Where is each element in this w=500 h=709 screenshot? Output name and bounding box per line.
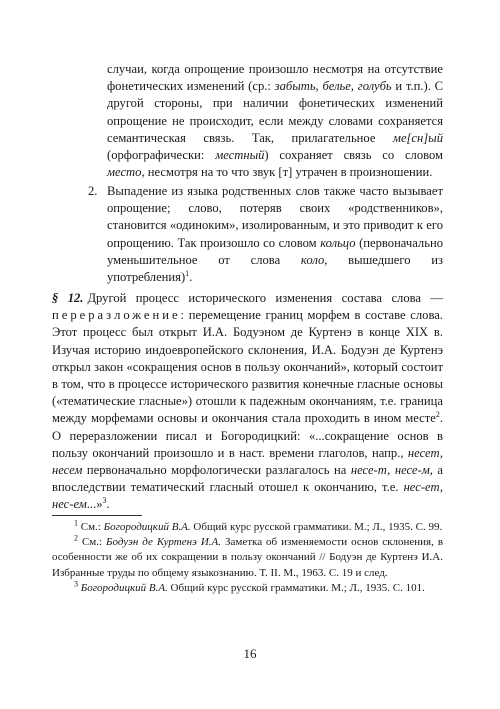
text-run: См.:	[78, 521, 104, 533]
text-run: а впоследствии тематический гласный отошел к окончанию, т.е.	[52, 463, 443, 495]
footnote-3	[52, 581, 443, 596]
text-run: . О переразложении писал и Богородицкий: «...сокращение основ в пользу окончаний произошло и в наст. времени глаголов, напр.,	[52, 411, 443, 460]
italic-run: несет, несем	[52, 445, 443, 478]
text-run: первоначально морфологически разлагалось на	[82, 463, 351, 478]
list-item-2	[88, 183, 443, 286]
text-run: .	[106, 497, 110, 512]
text-run: несмотря на то что звук [т] утрачен в произношении.	[144, 165, 433, 180]
text-run: вышедшего из употребления)	[107, 252, 443, 285]
footnote-ref-1[interactable]: 1	[185, 268, 190, 278]
text-run: Общий курс русской грамматики. М.; Л., 1935. С. 99.	[190, 521, 443, 533]
footnote-number: 1	[74, 518, 78, 528]
footnote-ref-2[interactable]: 2	[435, 410, 440, 420]
footnote-divider	[52, 515, 142, 516]
text-run: и т.п.). С другой стороны, при наличии фонетических изменений опрощение не происходит, если между словами сохраняется семантическая связь. Так, прилагательное	[107, 79, 444, 145]
text-run: : перемещение границ морфем в составе слова. Этот процесс был открыт И.А. Бодуэном де Куртенэ в конце XIX в. Изучая историю индоевропейского склонения, И.А. Бодуэн де Куртенэ открыл закон «сокращения основ в пользу окончаний», который состоит в том, что в процессе исторического развития конечные гласные основы («тематические гласные») отошли к падежным окончаниям, т.е. граница между морфемами основы и окончания стала проходить в ином месте	[52, 308, 443, 426]
spaced-term: переразложение	[52, 308, 181, 323]
text-run: Общий курс русской грамматики. М.; Л., 1935. С. 101.	[167, 581, 425, 594]
footnotes	[52, 520, 443, 596]
page-number: 16	[243, 646, 257, 661]
list-number: 2.	[88, 184, 98, 198]
italic-run: ме[сн]ый	[392, 130, 443, 145]
list-item-text	[107, 183, 443, 286]
text-run: Заметка об изменяемости основ склонения, в особенности же об их сокращении в пользу окончаний // Бодуэн де Куртенэ И.А. Избранные труды по общему языкознанию. Т. II. М., 1963. С. 19 и след.	[52, 536, 444, 579]
section-paragraph	[52, 290, 443, 514]
text-run: (орфографически:	[107, 148, 216, 163]
footnote-number: 2	[74, 533, 78, 543]
footnote-number: 3	[74, 579, 78, 589]
italic-run: место,	[107, 165, 145, 180]
text-run: ...»	[86, 497, 103, 512]
italic-run: Богородицкий В.А.	[103, 521, 191, 533]
text-run: Выпадение из языка родственных слов также часто вызывает опрощение; слово, потеряв своих «родственников», становится «одиноким», изолированным, и это приводит к его опрощению. Так произошло со словом	[107, 184, 443, 250]
italic-run: Богородицкий В.А.	[80, 581, 168, 594]
continuation-paragraph	[107, 61, 443, 181]
text-run: Другой процесс исторического изменения состава слова —	[87, 291, 443, 305]
text-run: ) сохраняет связь со словом	[264, 148, 444, 163]
list-item-continuation	[107, 61, 443, 181]
section-marker: § 12.	[52, 291, 84, 305]
text-run: .	[189, 270, 193, 285]
italic-run: коло,	[300, 252, 328, 267]
italic-run: кольцо	[320, 235, 356, 250]
italic-run: нес-ет, нес-ем	[52, 480, 443, 512]
italic-run: несе-т, несе-м,	[350, 463, 433, 478]
italic-run: Бодуэн де Куртенэ И.А.	[106, 536, 222, 549]
italic-run: забыть, белье, голубь	[274, 79, 392, 94]
footnote-1	[52, 520, 443, 535]
text-run: случаи, когда опрощение произошло несмотря на отсутствие фонетических изменений (ср.:	[107, 62, 443, 94]
text-run: (первоначально уменьшительное от слова	[107, 235, 443, 267]
section-12	[52, 290, 443, 514]
italic-run: местный	[215, 148, 265, 163]
footnote-ref-3[interactable]: 3	[102, 496, 107, 506]
text-run: См.:	[78, 536, 107, 549]
footnote-2	[52, 535, 443, 581]
